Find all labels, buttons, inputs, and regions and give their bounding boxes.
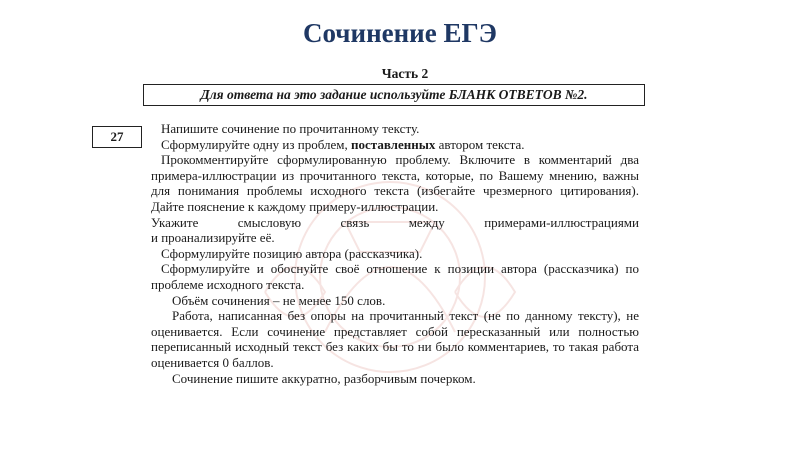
task-paragraph: Прокомментируйте сформулированную проблему. Включите в комментарий два примера-иллюстрации из прочитанного текста, которые, по Вашему мнению, важны для понимания проблемы исходного текста (избегайте чрезмерного цитирования). Дайте пояснение к каждому примеру-иллюстрации.: [151, 152, 639, 214]
task-paragraph: Сформулируйте позицию автора (рассказчика).: [161, 245, 423, 261]
task-number-box: 27: [92, 126, 142, 148]
slide-title: Сочинение ЕГЭ: [303, 18, 497, 48]
task-text: [151, 121, 639, 386]
task-paragraph: Объём сочинения – не менее 150 слов.: [172, 292, 386, 308]
task-paragraph: [151, 137, 639, 153]
task-paragraph: и проанализируйте её.: [151, 230, 275, 246]
answer-sheet-instruction: Для ответа на это задание используйте БЛАНК ОТВЕТОВ №2.: [143, 84, 645, 106]
task-emphasis: поставленных: [351, 136, 436, 152]
task-text-fragment: Сформулируйте одну из проблем,: [161, 136, 352, 152]
task-paragraph: Сформулируйте и обоснуйте своё отношение к позиции автора (рассказчика) по проблеме исходного текста.: [151, 261, 639, 292]
task-paragraph: Сочинение пишите аккуратно, разборчивым почерком.: [172, 370, 476, 386]
task-paragraph: Напишите сочинение по прочитанному тексту.: [161, 121, 420, 136]
task-paragraph: Укажите смысловую связь между примерами-иллюстрациями: [151, 214, 639, 230]
task-paragraph: Работа, написанная без опоры на прочитанный текст (не по данному тексту), не оценивается. Если сочинение представляет собой пересказанный или полностью переписанный исходный текст без каких бы то ни было комментариев, то такая работа оценивается 0 баллов.: [151, 308, 639, 370]
part-heading: Часть 2: [381, 66, 429, 81]
task-text-fragment: автором текста.: [435, 136, 525, 152]
